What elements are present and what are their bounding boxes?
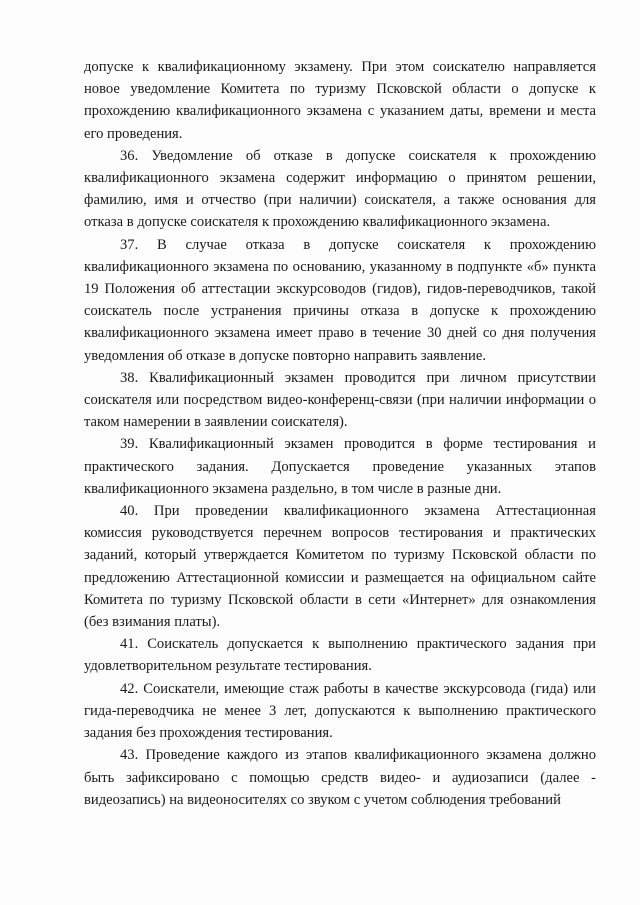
paragraph-42: 42. Соискатели, имеющие стаж работы в качестве экскурсовода (гида) или гида-переводчика не менее 3 лет, допускаются к выполнению практического задания без прохождения тестирования. — [84, 680, 596, 742]
paragraph-37: 37. В случае отказа в допуске соискателя к прохождению квалификационного экзамена по основанию, указанному в подпункте «б» пункта 19 Положения об аттестации экскурсоводов (гидов), гидов-переводчиков, такой соискатель после устранения причины отказа в допуске к прохождению квалификационного экзамена имеет право в течение 30 дней со дня получения уведомления об отказе в допуске повторно направить заявление. — [84, 236, 596, 364]
paragraph-41: 41. Соискатель допускается к выполнению практического задания при удовлетворительном результате тестирования. — [84, 636, 596, 675]
paragraph-40: 40. При проведении квалификационного экзамена Аттестационная комиссия руководствуется перечнем вопросов тестирования и практических заданий, который утверждается Комитетом по туризму Псковской области по предложению Аттестационной комиссии и размещается на официальном сайте Комитета по туризму Псковской области в сети «Интернет» для ознакомления (без взимания платы). — [84, 503, 596, 631]
paragraph-43: 43. Проведение каждого из этапов квалификационного экзамена должно быть зафиксировано с помощью средств видео- и аудиозаписи (далее - видеозапись) на видеоносителях со звуком с учетом соблюдения требований — [84, 747, 596, 808]
paragraph-39: 39. Квалификационный экзамен проводится в форме тестирования и практического задания. Допускается проведение указанных этапов квалификационного экзамена раздельно, в том числе в разные дни. — [84, 436, 596, 497]
paragraph-36: 36. Уведомление об отказе в допуске соискателя к прохождению квалификационного экзамена содержит информацию о принятом решении, фамилию, имя и отчество (при наличии) соискателя, а также основания для отказа в допуске соискателя к прохождению квалификационного экзамена. — [84, 147, 596, 231]
paragraph-38: 38. Квалификационный экзамен проводится при личном присутствии соискателя или посредством видео-конференц-связи (при наличии информации о таком намерении в заявлении соискателя). — [84, 369, 596, 431]
paragraph-35-continuation: допуске к квалификационному экзамену. При этом соискателю направляется новое уведомление Комитета по туризму Псковской области о допуске к прохождению квалификационного экзамена с указанием даты, времени и места его проведения. — [84, 59, 596, 142]
document-body — [84, 56, 596, 811]
